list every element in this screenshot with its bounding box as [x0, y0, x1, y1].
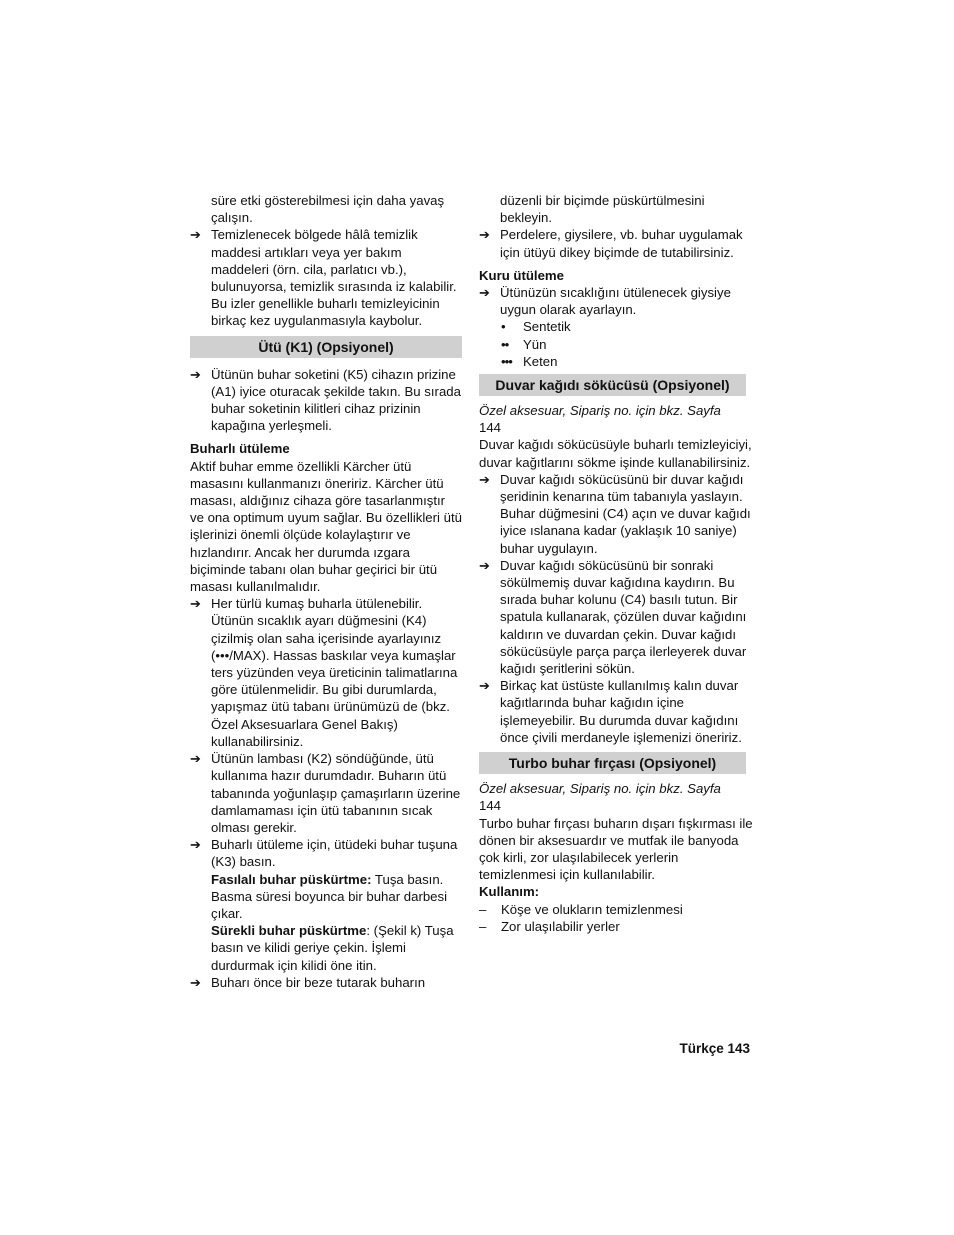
- usage-label: Zor ulaşılabilir yerler: [501, 918, 620, 934]
- section-heading-turbo: Turbo buhar fırçası (Opsiyonel): [479, 752, 746, 774]
- bullet-text: Ütünün lambası (K2) söndüğünde, ütü kullanıma hazır durumdadır. Buharın ütü tabanında yoğunlaşıp çamaşırların üzerine damlamaması için ütü tabanının sıcak olması gerekir.: [211, 751, 461, 835]
- arrow-icon: ➔: [479, 227, 491, 243]
- paragraph: düzenli bir biçimde püskürtülmesini bekleyin.: [500, 193, 705, 226]
- dot-marker: •••: [501, 353, 512, 369]
- bullet-item: [190, 366, 462, 435]
- fabric-item: [479, 318, 753, 335]
- bullet-text: Birkaç kat üstüste kullanılmış kalın duvar kağıtlarında buhar kağıdın içine işlemeyebilir. Bu durumda duvar kağıdını önce çivili merdaneyle işlemenizi öneririz.: [500, 678, 742, 745]
- section-heading-iron: Ütü (K1) (Opsiyonel): [190, 336, 462, 358]
- bullet-item: [190, 974, 462, 991]
- dot-marker: ••: [501, 336, 509, 352]
- fabric-item: [479, 336, 753, 353]
- bullet-item: [190, 750, 462, 836]
- bullet-text: Buharlı ütüleme için, ütüdeki buhar tuşuna (K3) basın.: [211, 837, 458, 870]
- arrow-icon: ➔: [190, 366, 202, 382]
- arrow-icon: ➔: [190, 974, 202, 990]
- bullet-item: [190, 595, 462, 750]
- continuous-label: Sürekli buhar püskürtme: [211, 923, 367, 939]
- bullet-item: [479, 677, 753, 746]
- usage-item: [479, 918, 753, 935]
- accessory-reference: Özel aksesuar, Sipariş no. için bkz. Sayfa: [479, 781, 721, 797]
- right-column: [479, 192, 753, 935]
- continuous-text: : (Şekil k) Tuşa basın ve kilidi geriye çekin. İşlemi durdurmak için kilidi öne itin.: [211, 923, 454, 973]
- left-column: [190, 192, 462, 991]
- bullet-text: Temizlenecek bölgede hâlâ temizlik maddesi artıkları veya yer bakım maddeleri (örn. cila, parlatıcı vb.), bulunuyorsa, temizlik sırasında iz kalabilir. Bu izler genellikle buharlı temizleyicinin birkaç kez uygulanmasıyla kaybolur.: [211, 227, 457, 329]
- bullet-item: [190, 226, 462, 329]
- bullet-text: Ütünün buhar soketini (K5) cihazın prizine (A1) iyice oturacak şekilde takın. Bu sırada buhar soketinin kilitleri cihaz prizinin kapağına yerleşmeli.: [211, 366, 461, 434]
- paragraph: Aktif buhar emme özellikli Kärcher ütü masasını kullanmanızı öneririz. Kärcher ütü masası, aldığınız cihaza göre tasarlanmıştır ve ona optimum uyum sağlar. Bu özellikleri ütü işlerinizi önemli ölçüde kolaylaştırır ve hızlandırır. Ancak her durumda ızgara biçiminde tabanı olan buhar geçirici bir ütü masası kullanılmalıdır.: [190, 458, 462, 595]
- arrow-icon: ➔: [479, 285, 491, 301]
- bullet-item: [479, 557, 753, 677]
- bullet-item: [479, 284, 753, 318]
- paragraph-continuous: [190, 922, 462, 974]
- arrow-icon: ➔: [190, 751, 202, 767]
- fabric-label: Yün: [523, 336, 547, 352]
- usage-label: Köşe ve olukların temizlenmesi: [501, 901, 683, 917]
- arrow-icon: ➔: [190, 227, 202, 243]
- paragraph: Duvar kağıdı sökücüsüyle buharlı temizleyiciyi, duvar kağıtlarını sökme işinde kullanabilirsiniz.: [479, 437, 752, 470]
- fabric-label: Sentetik: [523, 319, 571, 335]
- arrow-icon: ➔: [479, 471, 491, 487]
- dash-marker: –: [479, 901, 487, 917]
- paragraph: Turbo buhar fırçası buharın dışarı fışkırması ile dönen bir aksesuardır ve mutfak ile banyoda çok kirli, zor ulaşılabilecek yerlerin temizlenmesi için kullanılabilir.: [479, 815, 753, 883]
- paragraph-intermittent: [190, 871, 462, 923]
- page-footer: Türkçe 143: [679, 1041, 750, 1056]
- intermittent-text: Tuşa basın. Basma süresi boyunca bir buhar darbesi çıkar.: [211, 871, 448, 921]
- subheading-steam-ironing: Buharlı ütüleme: [190, 441, 290, 457]
- fabric-label: Keten: [523, 353, 558, 369]
- bullet-item: [479, 471, 753, 557]
- bullet-item: [190, 836, 462, 870]
- accessory-reference-page: 144: [479, 798, 502, 814]
- arrow-icon: ➔: [190, 596, 202, 612]
- section-heading-wallpaper: Duvar kağıdı sökücüsü (Opsiyonel): [479, 374, 746, 396]
- dot-marker: •: [501, 319, 505, 335]
- bullet-text: Buharı önce bir beze tutarak buharın: [211, 974, 426, 990]
- usage-item: [479, 901, 753, 918]
- subheading-usage: Kullanım:: [479, 884, 540, 900]
- bullet-text: Her türlü kumaş buharla ütülenebilir. Ütünün sıcaklık ayarı düğmesini (K4) çizilmiş olan saha içerisinde ayarlayınız (•••/MAX). Hassas baskılar veya kumaşlar ters yüzünden veya üreticinin talimatlarına göre ütülenmelidir. Bu gibi durumlarda, yapışmaz ütü tabanı ürünümüzü de (bkz. Özel Aksesuarlara Genel Bakış) kullanabilirsiniz.: [211, 596, 458, 749]
- arrow-icon: ➔: [479, 678, 491, 694]
- bullet-item: [479, 226, 753, 260]
- bullet-text: Perdelere, giysilere, vb. buhar uygulamak için ütüyü dikey biçimde de tutabilirsiniz.: [500, 227, 743, 260]
- bullet-text: Duvar kağıdı sökücüsünü bir duvar kağıdı şeridinin kenarına tüm tabanıyla yaslayın. Buhar düğmesini (C4) açın ve duvar kağıdı iyice ıslanana kadar (yaklaşık 10 saniye) buhar uygulayın.: [500, 471, 751, 556]
- fabric-item: [479, 353, 753, 370]
- subheading-dry-ironing: Kuru ütüleme: [479, 267, 564, 283]
- arrow-icon: ➔: [190, 837, 202, 853]
- bullet-text: Ütünüzün sıcaklığını ütülenecek giysiye uygun olarak ayarlayın.: [500, 285, 731, 318]
- accessory-reference-page: 144: [479, 420, 502, 436]
- arrow-icon: ➔: [479, 557, 491, 573]
- paragraph: süre etki gösterebilmesi için daha yavaş çalışın.: [211, 193, 445, 226]
- dash-marker: –: [479, 918, 487, 934]
- bullet-text: Duvar kağıdı sökücüsünü bir sonraki sökülmemiş duvar kağıdına kaydırın. Bu sırada buhar kolunu (C4) basılı tutun. Bir spatula kullanarak, çözülen duvar kağıdını kaldırın ve duvardan çekin. Duvar kağıdı sökücüsüyle parça parça ilerleyerek duvar kağıdı şeritlerini sökün.: [500, 557, 747, 677]
- intermittent-label: Fasılalı buhar püskürtme:: [211, 871, 372, 887]
- accessory-reference: Özel aksesuar, Sipariş no. için bkz. Sayfa: [479, 403, 721, 419]
